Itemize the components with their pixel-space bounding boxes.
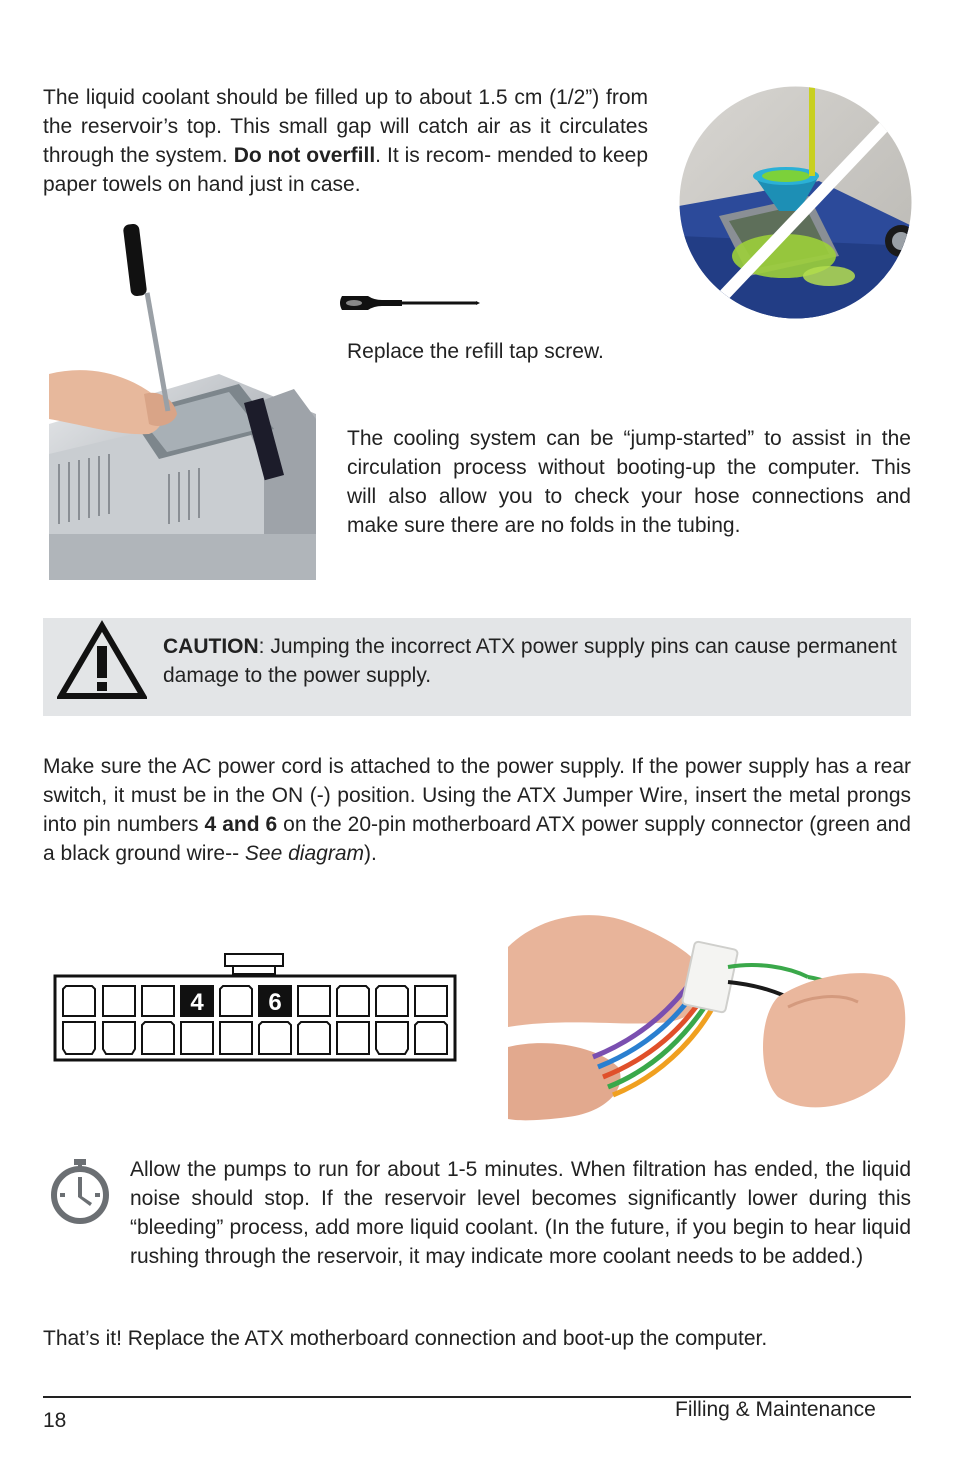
see-diagram-italic: See diagram	[244, 842, 364, 865]
section-title: Filling & Maintenance	[675, 1398, 876, 1421]
pin-numbers-bold: 4 and 6	[204, 813, 278, 836]
screwdriver-photo	[49, 224, 316, 580]
power-text-middle: on the 20-pin motherboard ATX power supply connector (green and a black ground wire--	[43, 813, 911, 865]
caution-message: Jumping the incorrect ATX power supply pins can cause permanent damage to the power supply.	[163, 635, 897, 687]
intro-paragraph	[43, 83, 648, 199]
allow-pumps-paragraph: Allow the pumps to run for about 1-5 minutes. When filtration has ended, the liquid noise should stop. If the reservoir level becomes significantly lower during this “bleeding” process, add more liquid coolant. (In the future, if you begin to hear liquid rushing through the reservoir, it may indicate more coolant needs to be added.)	[130, 1158, 911, 1268]
atx-pin-diagram	[53, 952, 457, 1064]
page-number: 18	[43, 1409, 67, 1432]
warning-triangle-icon	[57, 620, 147, 700]
intro-bold: Do not overfill	[233, 144, 376, 167]
replace-screw-text: Replace the refill tap screw.	[347, 340, 604, 363]
pin-label-b: 6	[268, 989, 282, 1016]
intro-text: The liquid coolant should be filled up to about 1.5 cm (1/2”) from the reservoir’s top. This small gap will catch air as it circulates through the system.	[43, 86, 648, 167]
caution-label: CAUTION	[163, 635, 259, 658]
power-text-end: ).	[364, 842, 377, 865]
caution-text	[163, 632, 898, 690]
power-text: Make sure the AC power cord is attached to the power supply. If the power supply has a rear switch, it must be in the ON (-) position. Using the ATX Jumper Wire, insert the metal prongs into pin numbers	[43, 755, 911, 836]
power-paragraph	[43, 752, 911, 868]
final-instruction: That’s it! Replace the ATX motherboard connection and boot-up the computer.	[43, 1327, 768, 1350]
screwdriver-icon	[338, 290, 480, 316]
jumper-wire-photo	[508, 907, 911, 1125]
stopwatch-icon	[46, 1157, 114, 1225]
jump-start-paragraph: The cooling system can be “jump-started” to assist in the circulation process without booting-up the computer. This will also allow you to check your hose connections and make sure there are no folds in the tubing.	[347, 427, 911, 537]
intro-text-end: . It is recom- mended to keep paper towels on hand just in case.	[43, 144, 648, 196]
overfill-photo	[679, 86, 912, 319]
pin-label-a: 4	[190, 989, 204, 1016]
caution-colon: :	[258, 635, 265, 658]
